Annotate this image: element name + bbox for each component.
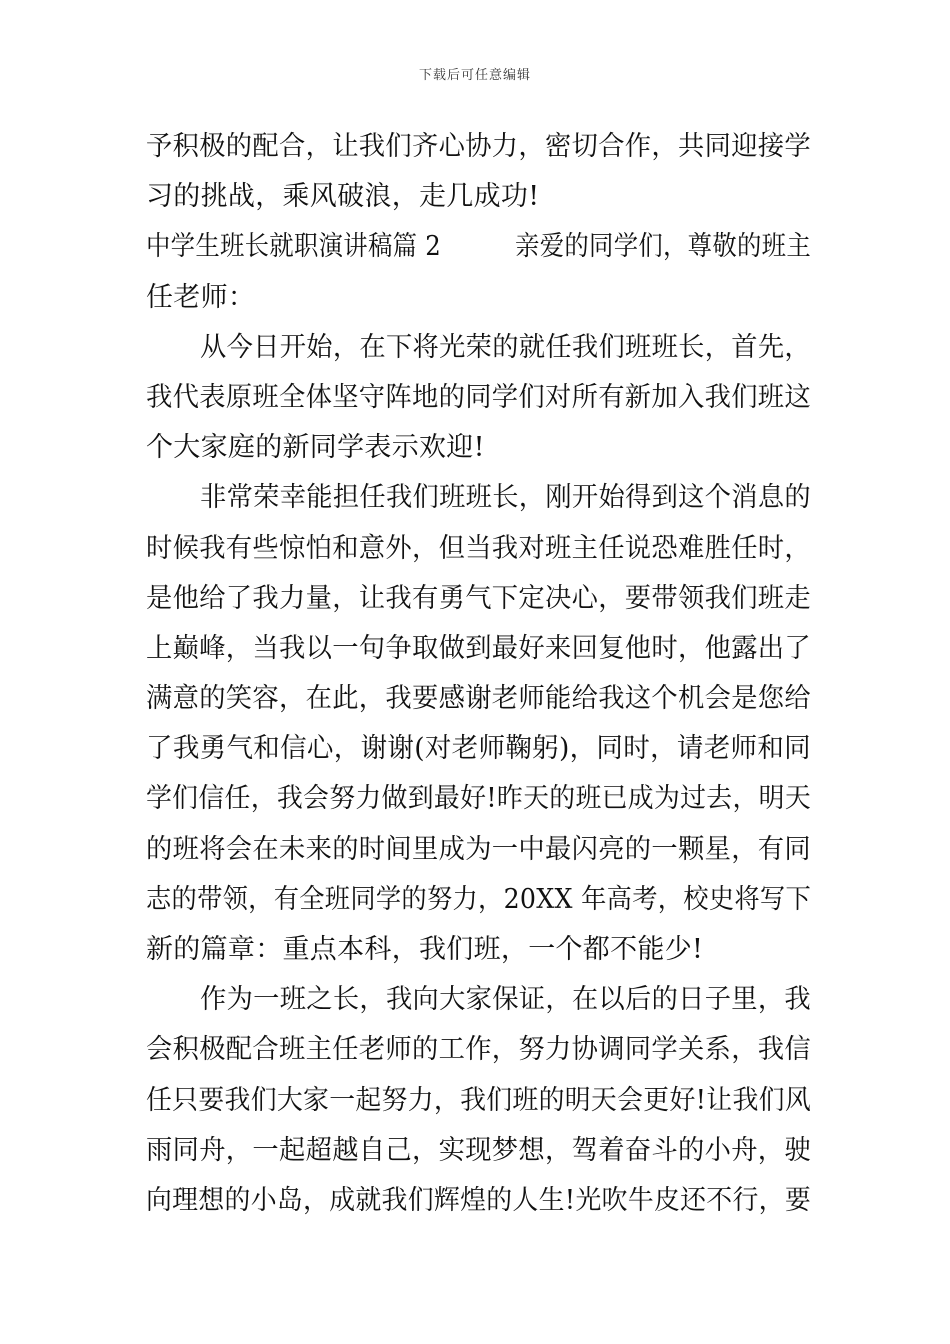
document-body [146, 122, 811, 1226]
text-line: 任老师： [146, 281, 256, 313]
text-line: 向理想的小岛，成就我们辉煌的人生!光吹牛皮还不行，要 [146, 1184, 811, 1216]
text-line: 满意的笑容，在此，我要感谢老师能给我这个机会是您给 [146, 683, 811, 715]
text-line: 习的挑战，乘风破浪，走几成功! [146, 181, 540, 213]
text-line: 新的篇章：重点本科，我们班，一个都不能少! [146, 934, 704, 965]
text-line: 的班将会在未来的时间里成为一中最闪亮的一颗星，有同 [146, 833, 811, 865]
text-line: 雨同舟，一起超越自己，实现梦想，驾着奋斗的小舟，驶 [146, 1134, 811, 1166]
text-line: 会积极配合班主任老师的工作，努力协调同学关系，我信 [146, 1034, 811, 1066]
text-line: 非常荣幸能担任我们班班长，刚开始得到这个消息的 [200, 482, 811, 514]
text-line: 予积极的配合，让我们齐心协力，密切合作，共同迎接学 [146, 131, 811, 162]
page-header: 下载后可任意编辑 [418, 68, 531, 83]
text-line: 从今日开始，在下将光荣的就任我们班班长，首先， [200, 331, 811, 363]
text-line: 了我勇气和信心，谢谢(对老师鞠躬)，同时，请老师和同 [146, 733, 811, 765]
text-line: 作为一班之长，我向大家保证，在以后的日子里，我 [200, 984, 811, 1016]
text-line: 个大家庭的新同学表示欢迎! [146, 432, 485, 464]
text-line: 中学生班长就职演讲稿篇 2 亲爱的同学们，尊敬的班主 [146, 231, 811, 263]
text-line: 志的带领，有全班同学的努力，20XX 年高考，校史将写下 [146, 883, 811, 915]
text-line: 上巅峰，当我以一句争取做到最好来回复他时，他露出了 [146, 632, 811, 664]
text-line: 时候我有些惊怕和意外，但当我对班主任说恐难胜任时， [146, 532, 811, 564]
text-line: 任只要我们大家一起努力，我们班的明天会更好!让我们风 [146, 1084, 811, 1116]
text-line: 学们信任，我会努力做到最好!昨天的班已成为过去，明天 [146, 783, 811, 815]
text-line: 我代表原班全体坚守阵地的同学们对所有新加入我们班这 [146, 381, 811, 413]
text-line: 是他给了我力量，让我有勇气下定决心，要带领我们班走 [146, 582, 811, 614]
